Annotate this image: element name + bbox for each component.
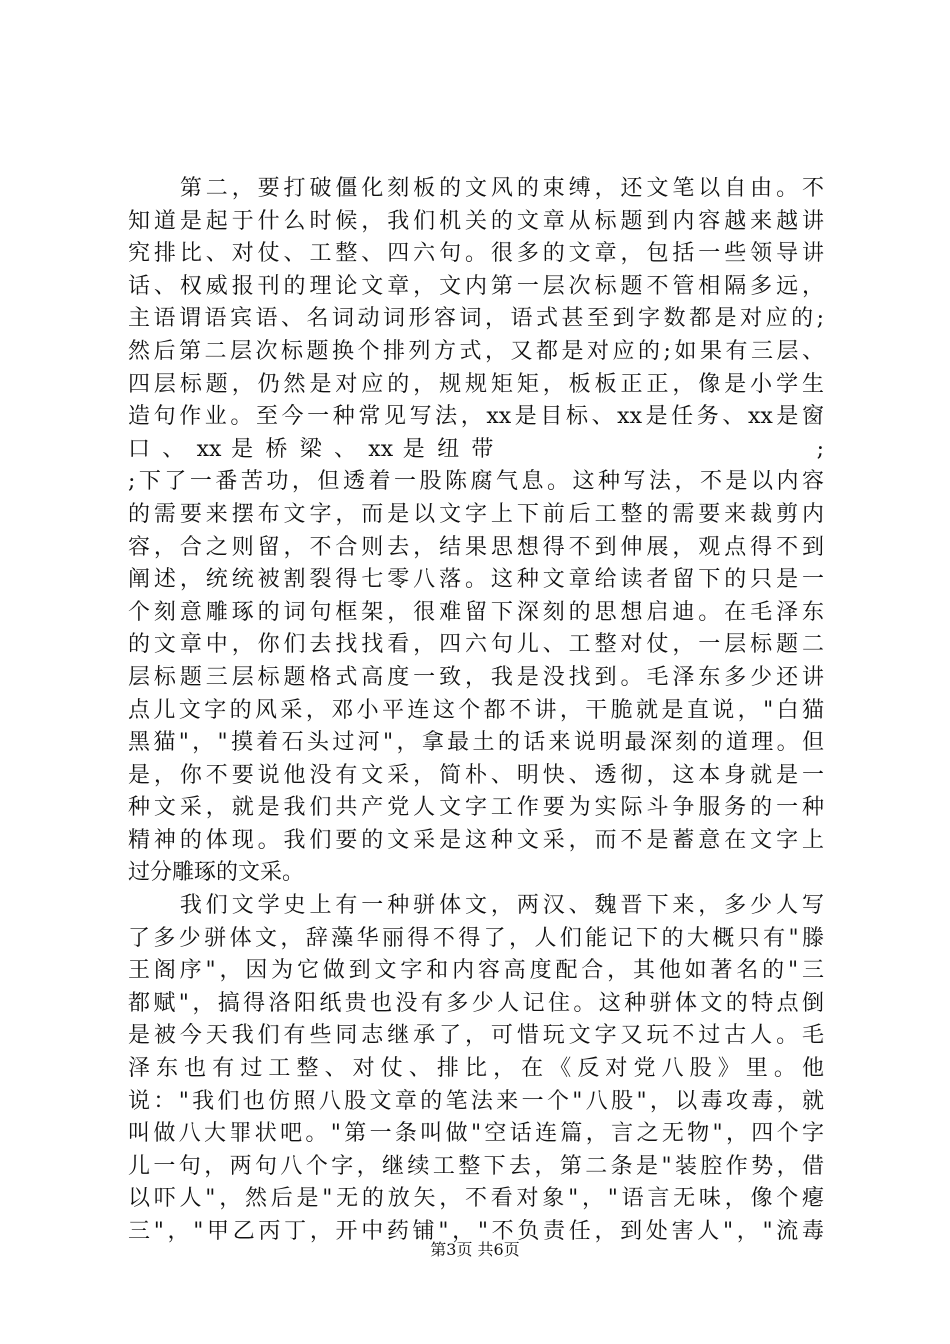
text-line: 以吓人"，然后是"无的放矢，不看对象"，"语言无味，像个瘪 bbox=[128, 1186, 824, 1212]
text-line: ;下了一番苦功，但透着一股陈腐气息。这种写法，不是以内容 bbox=[128, 469, 824, 495]
text-line: 泽东也有过工整、对仗、排比，在《反对党八股》里。他 bbox=[128, 1056, 824, 1082]
text-line: 阐述，统统被割裂得七零八落。这种文章给读者留下的只是一 bbox=[128, 567, 824, 593]
text-line: 了多少骈体文，辞藻华丽得不得了，人们能记下的大概只有"滕 bbox=[128, 925, 824, 951]
text-line: 知道是起于什么时候，我们机关的文章从标题到内容越来越讲 bbox=[128, 208, 824, 234]
text-line: 黑猫"，"摸着石头过河"，拿最土的话来说明最深刻的道理。但 bbox=[128, 730, 824, 756]
text-line: 究排比、对仗、工整、四六句。很多的文章，包括一些领导讲 bbox=[128, 241, 824, 267]
text-line: 儿一句，两句八个字，继续工整下去，第二条是"装腔作势，借 bbox=[128, 1153, 824, 1179]
text-line: 过分雕琢的文采。 bbox=[128, 860, 305, 886]
text-line: 我们文学史上有一种骈体文，两汉、魏晋下来，多少人写 bbox=[128, 893, 824, 919]
text-line: 精神的体现。我们要的文采是这种文采，而不是蓄意在文字上 bbox=[128, 827, 824, 853]
text-line: 的文章中，你们去找找看，四六句儿、工整对仗，一层标题二 bbox=[128, 632, 824, 658]
text-line: 第二，要打破僵化刻板的文风的束缚，还文笔以自由。不 bbox=[128, 176, 824, 201]
text-line: 口 、 xx 是 桥 梁 、 xx 是 纽 带 ; bbox=[128, 436, 824, 462]
text-line: 三"，"甲乙丙丁，开中药铺"，"不负责任，到处害人"，"流毒 bbox=[128, 1219, 824, 1244]
text-line: 个刻意雕琢的词句框架，很难留下深刻的思想启迪。在毛泽东 bbox=[128, 599, 824, 625]
text-line: 造句作业。至今一种常见写法，xx是目标、xx是任务、xx是窗 bbox=[128, 404, 824, 430]
text-line: 是被今天我们有些同志继承了，可惜玩文字又玩不过古人。毛 bbox=[128, 1023, 824, 1049]
text-line: 话、权威报刊的理论文章，文内第一层次标题不管相隔多远， bbox=[128, 273, 824, 299]
page-footer: 第3页 共6页 bbox=[430, 1240, 520, 1259]
text-line: 都赋"，搞得洛阳纸贵也没有多少人记住。这种骈体文的特点倒 bbox=[128, 990, 824, 1016]
text-line: 是，你不要说他没有文采，简朴、明快、透彻，这本身就是一 bbox=[128, 762, 824, 788]
text-line: 主语谓语宾语、名词动词形容词，语式甚至到字数都是对应的; bbox=[128, 306, 824, 332]
text-line: 叫做八大罪状吧。"第一条叫做"空话连篇，言之无物"，四个字 bbox=[128, 1121, 824, 1147]
text-line: 王阁序"，因为它做到文字和内容高度配合，其他如著名的"三 bbox=[128, 958, 824, 984]
body-text bbox=[128, 173, 824, 1249]
text-line: 说："我们也仿照八股文章的笔法来一个"八股"，以毒攻毒，就 bbox=[128, 1088, 824, 1114]
text-line: 容，合之则留，不合则去，结果思想得不到伸展，观点得不到 bbox=[128, 534, 824, 560]
text-line: 层标题三层标题格式高度一致，我是没找到。毛泽东多少还讲 bbox=[128, 664, 824, 690]
text-line: 种文采，就是我们共产党人文字工作要为实际斗争服务的一种 bbox=[128, 795, 824, 821]
text-line: 点儿文字的风采，邓小平连这个都不讲，干脆就是直说，"白猫 bbox=[128, 697, 824, 723]
text-line: 然后第二层次标题换个排列方式，又都是对应的;如果有三层、 bbox=[128, 338, 824, 364]
text-line: 的需要来摆布文字，而是以文字上下前后工整的需要来裁剪内 bbox=[128, 501, 824, 527]
text-line: 四层标题，仍然是对应的，规规矩矩，板板正正，像是小学生 bbox=[128, 371, 824, 397]
